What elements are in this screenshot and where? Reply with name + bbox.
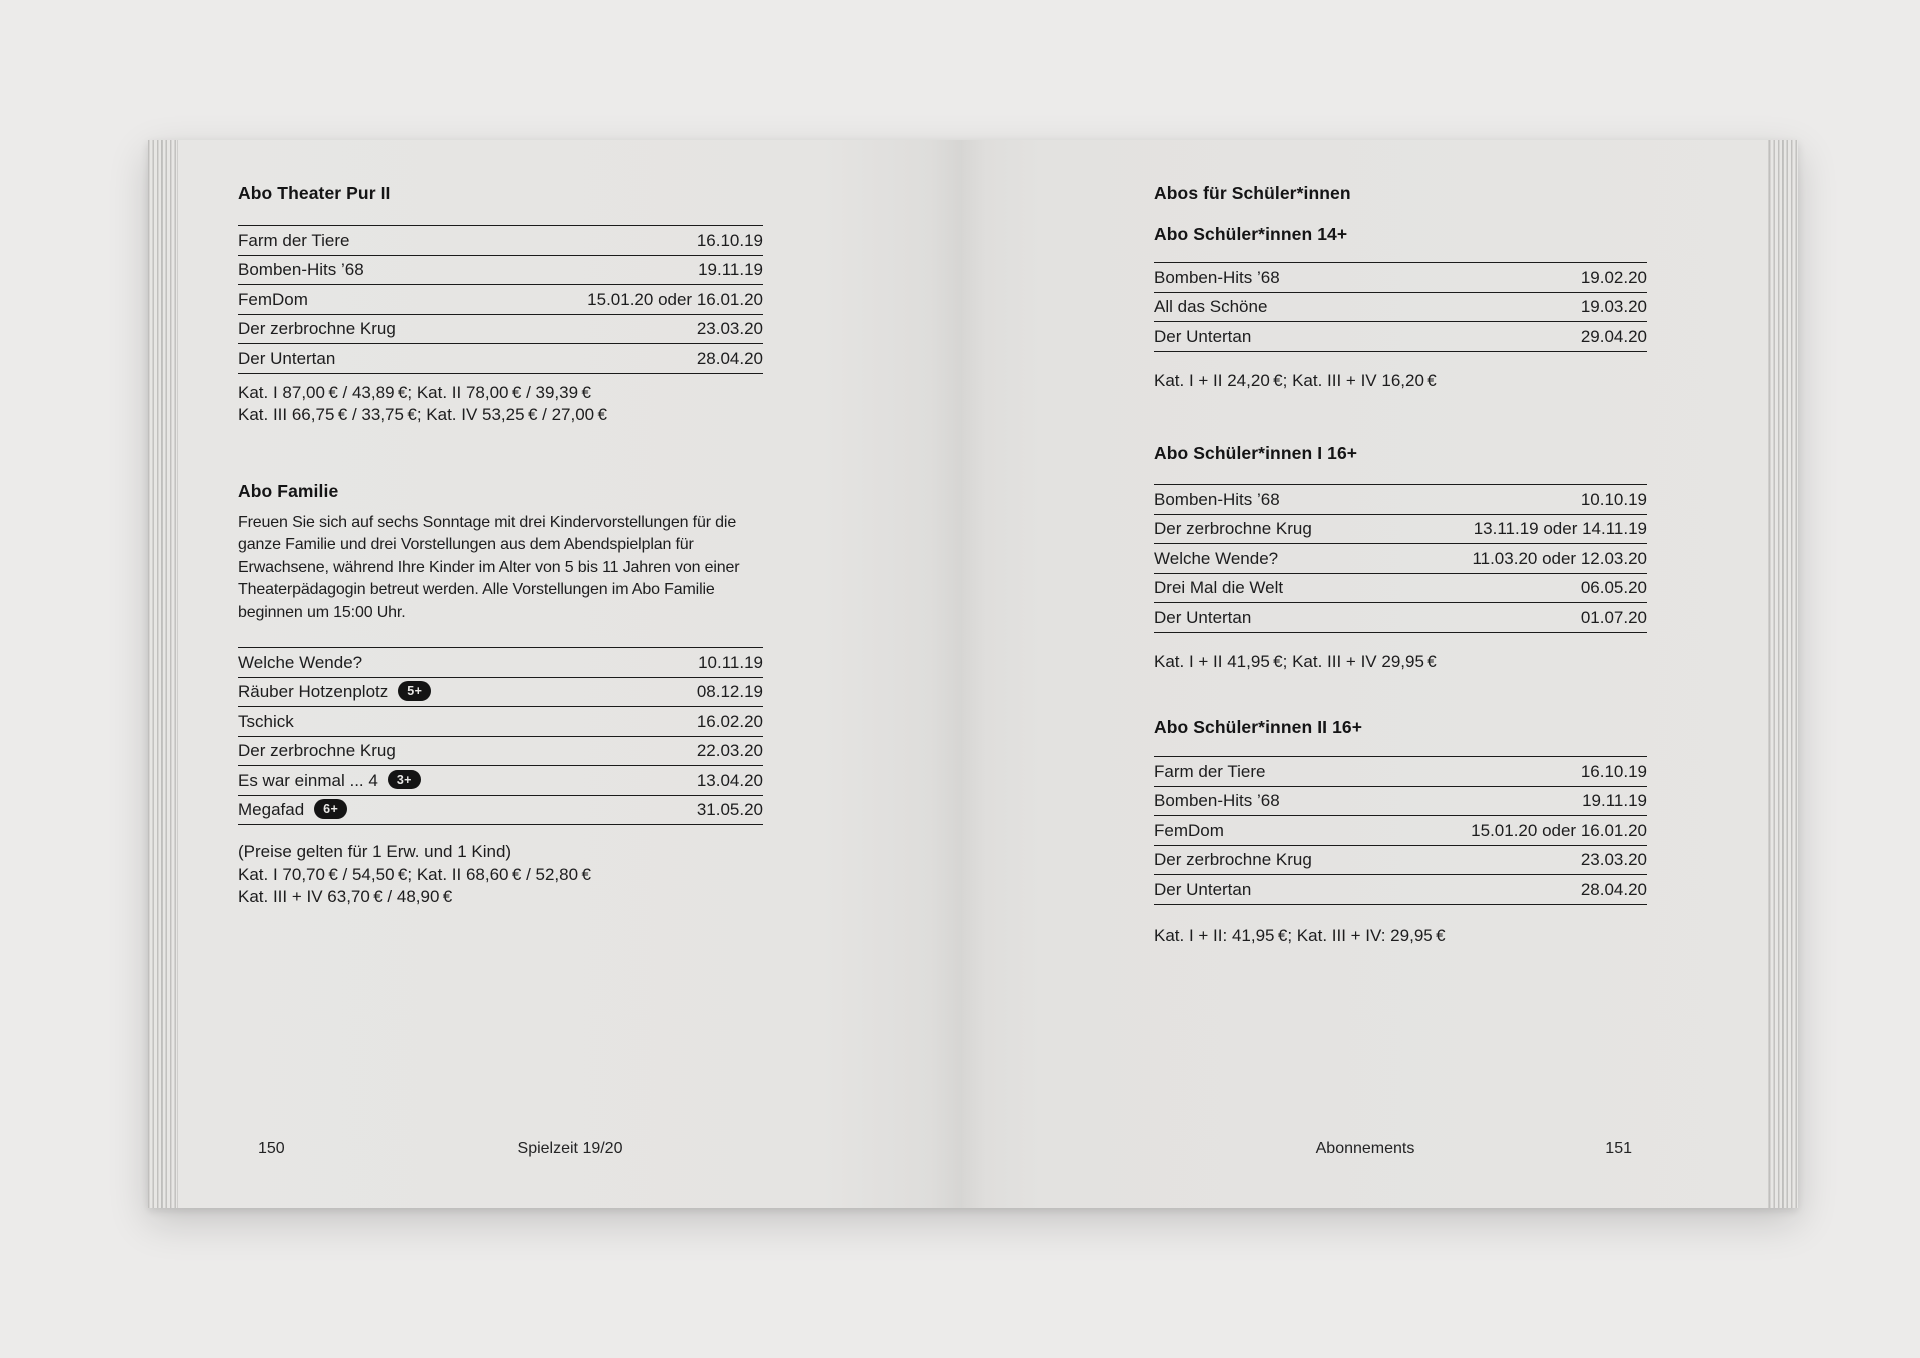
price-line: Kat. III 66,75 € / 33,75 €; Kat. IV 53,25 € / 27,00 € (238, 405, 607, 424)
book-spread (148, 140, 1798, 1208)
table-row (1154, 515, 1647, 545)
show-date: 28.04.20 (696, 348, 763, 368)
show-title (238, 318, 396, 340)
show-date: 15.01.20 oder 16.01.20 (587, 289, 763, 309)
show-date: 13.11.19 oder 14.11.19 (1473, 519, 1647, 538)
show-title (1154, 761, 1265, 783)
show-date: 06.05.20 (1580, 578, 1647, 597)
right-page (962, 140, 1768, 1208)
table-row (1154, 816, 1647, 846)
table-row (1154, 787, 1647, 817)
left-page (178, 140, 962, 1208)
table-row (1154, 846, 1647, 876)
show-title (1154, 296, 1267, 318)
age-badge: 6+ (314, 799, 347, 819)
running-title-left: Spielzeit 19/20 (517, 1140, 623, 1157)
show-date: 13.04.20 (696, 770, 763, 790)
show-date: 10.11.19 (698, 652, 763, 672)
section-heading-theater-pur: Abo Theater Pur II (238, 183, 391, 203)
show-title-text: Welche Wende? (1154, 548, 1279, 568)
show-title-text: Welche Wende? (238, 652, 363, 672)
table-row (1154, 544, 1647, 574)
show-title (1154, 849, 1312, 871)
page-number-right: 151 (1605, 1140, 1632, 1157)
show-title-text: Bomben-Hits ’68 (1154, 791, 1280, 810)
show-title-text: Farm der Tiere (238, 230, 350, 250)
section-heading-schueler-2-16: Abo Schüler*innen II 16+ (1154, 717, 1363, 737)
show-title-text: Tschick (238, 711, 294, 731)
price-line: (Preise gelten für 1 Erw. und 1 Kind) (238, 842, 512, 862)
left-page-content (238, 140, 763, 909)
table-row (238, 285, 763, 315)
abo-table-schueler-1-16 (1154, 484, 1647, 633)
price-line: Kat. I + II 41,95 €; Kat. III + IV 29,95 € (1154, 651, 1437, 671)
table-row (238, 315, 763, 345)
table-row (1154, 603, 1647, 633)
table-row (238, 766, 763, 796)
price-line: Kat. I + II: 41,95 €; Kat. III + IV: 29,95 € (1154, 925, 1446, 945)
price-note-schueler-14 (1154, 370, 1647, 393)
table-row (1154, 485, 1647, 515)
show-title (1154, 820, 1224, 842)
show-title (1154, 577, 1283, 599)
page-edges-right (1768, 140, 1798, 1208)
show-title-text: Bomben-Hits ’68 (1154, 267, 1280, 287)
show-date: 23.03.20 (696, 319, 763, 338)
abo-table-schueler-14 (1154, 262, 1647, 352)
show-title-text: Megafad (238, 800, 305, 820)
show-title (1154, 326, 1251, 348)
table-row (1154, 322, 1647, 352)
show-title (238, 681, 431, 703)
show-title-text: Der zerbrochne Krug (1154, 519, 1312, 538)
page-heading-schueler: Abos für Schüler*innen (1154, 183, 1351, 203)
show-date: 16.10.19 (1580, 761, 1647, 781)
left-page-footer (178, 1140, 962, 1162)
table-row (238, 678, 763, 708)
show-title-text: FemDom (1154, 820, 1224, 840)
show-title-text: Der zerbrochne Krug (238, 319, 396, 338)
price-line: Kat. I + II 24,20 €; Kat. III + IV 16,20 € (1154, 370, 1437, 390)
right-page-content (1154, 140, 1647, 947)
age-badge: 3+ (388, 770, 421, 790)
table-row (238, 737, 763, 767)
show-title (1154, 518, 1312, 540)
show-title-text: Der Untertan (1154, 607, 1252, 627)
age-badge: 5+ (398, 681, 431, 701)
price-line: Kat. III + IV 63,70 € / 48,90 € (238, 887, 453, 907)
show-title (238, 348, 335, 370)
show-title-text: Der zerbrochne Krug (238, 741, 396, 761)
show-title (238, 289, 308, 311)
show-title (1154, 879, 1251, 901)
price-note-familie (238, 841, 763, 909)
show-date: 16.10.19 (696, 230, 763, 250)
show-title (1154, 489, 1280, 511)
show-title-text: Der Untertan (1154, 326, 1252, 346)
show-title-text: Der zerbrochne Krug (1154, 850, 1312, 869)
price-note-schueler-2-16 (1154, 925, 1647, 948)
section-heading-familie: Abo Familie (238, 480, 339, 501)
section-heading-schueler-1-16: Abo Schüler*innen I 16+ (1154, 443, 1358, 463)
show-title (238, 711, 294, 733)
show-date: 08.12.19 (696, 682, 763, 702)
show-title-text: Bomben-Hits ’68 (238, 260, 364, 279)
table-row (1154, 875, 1647, 905)
show-date: 19.03.20 (1580, 297, 1647, 316)
show-title (238, 230, 349, 252)
show-title (1154, 267, 1280, 289)
show-date: 31.05.20 (696, 800, 763, 820)
page-number-left: 150 (258, 1140, 285, 1157)
show-date: 19.02.20 (1580, 267, 1647, 287)
price-line: Kat. I 70,70 € / 54,50 €; Kat. II 68,60 € / 52,80 € (238, 864, 591, 884)
page-edges-left (148, 140, 178, 1208)
show-title-text: All das Schöne (1154, 297, 1268, 316)
table-row (1154, 263, 1647, 293)
show-title (1154, 548, 1278, 570)
show-title-text: Farm der Tiere (1154, 761, 1266, 781)
show-date: 10.10.19 (1580, 489, 1647, 509)
price-line: Kat. I 87,00 € / 43,89 €; Kat. II 78,00 € / 39,39 € (238, 382, 591, 402)
show-title (238, 740, 396, 762)
show-title-text: Der Untertan (1154, 879, 1252, 899)
show-title (238, 770, 421, 792)
show-date: 01.07.20 (1580, 607, 1647, 627)
running-title-right: Abonnements (1315, 1140, 1415, 1157)
table-row (238, 344, 763, 374)
table-row (238, 226, 763, 256)
show-title (238, 259, 364, 281)
show-date: 29.04.20 (1580, 326, 1647, 346)
abo-table-schueler-2-16 (1154, 756, 1647, 905)
show-title-text: Der Untertan (238, 348, 336, 368)
familie-description: Freuen Sie sich auf sechs Sonntage mit drei Kindervorstellungen für die ganze Familie und drei Vorstellungen aus dem Abendspielplan für Erwachsene, während Ihre Kinder im Alter von 5 bis 11 Jahren von einer Theaterpädagogin betreut werden. Alle Vorstellungen im Abo Familie beginnen um 15:00 Uhr. (238, 513, 740, 621)
show-title (238, 652, 362, 674)
table-row (238, 707, 763, 737)
table-row (238, 648, 763, 678)
table-row (1154, 574, 1647, 604)
show-title-text: Drei Mal die Welt (1154, 578, 1284, 597)
abo-table-theater-pur (238, 225, 763, 374)
show-date: 16.02.20 (696, 711, 763, 731)
price-note-schueler-1-16 (1154, 651, 1647, 674)
show-title (238, 799, 347, 821)
right-page-footer (962, 1140, 1768, 1162)
show-date: 15.01.20 oder 16.01.20 (1471, 820, 1647, 840)
show-title (1154, 607, 1251, 629)
show-title-text: Es war einmal ... 4 (238, 770, 378, 790)
show-date: 28.04.20 (1580, 879, 1647, 899)
table-row (238, 256, 763, 286)
show-date: 22.03.20 (696, 741, 763, 761)
table-row (238, 796, 763, 826)
show-title-text: Bomben-Hits ’68 (1154, 489, 1280, 509)
section-heading-schueler-14: Abo Schüler*innen 14+ (1154, 224, 1348, 244)
abo-table-familie (238, 647, 763, 825)
show-date: 11.03.20 oder 12.03.20 (1472, 548, 1647, 568)
show-date: 19.11.19 (1582, 791, 1647, 810)
show-title-text: Räuber Hotzenplotz (238, 682, 389, 702)
table-row (1154, 293, 1647, 323)
show-date: 23.03.20 (1580, 850, 1647, 869)
show-title-text: FemDom (238, 289, 308, 309)
show-date: 19.11.19 (698, 260, 763, 279)
price-note-theater-pur (238, 382, 763, 427)
table-row (1154, 757, 1647, 787)
show-title (1154, 790, 1280, 812)
